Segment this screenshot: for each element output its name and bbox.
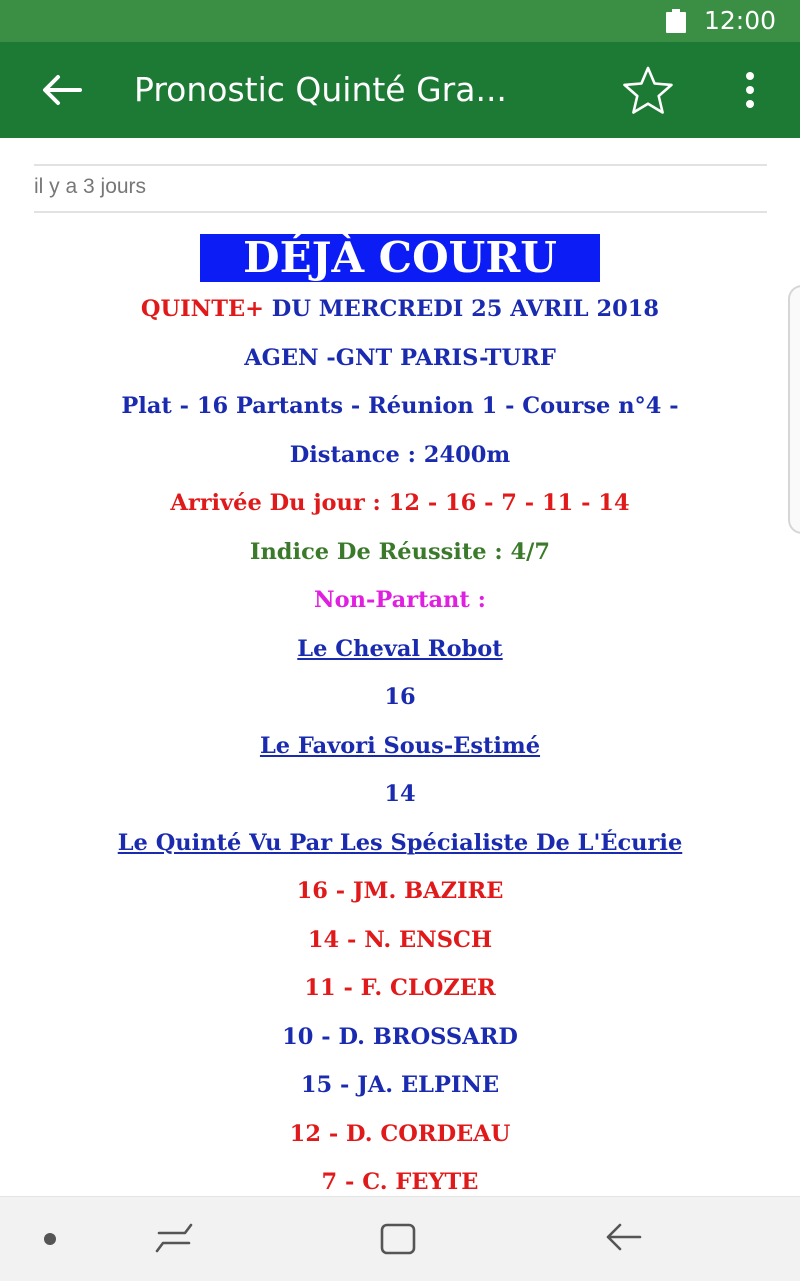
favori-link[interactable]: Le Favori Sous-Estimé [259,732,541,759]
specialist-pick: 7 - C. FEYTE [321,1169,479,1195]
app-bar [0,42,800,138]
status-time: 12:00 [704,6,777,35]
edge-panel-handle[interactable] [788,285,800,534]
race-arrival: Arrivée Du jour : 12 - 16 - 7 - 11 - 14 [170,490,630,516]
star-outline-icon[interactable] [619,64,677,118]
robot-pick: 16 [384,684,416,710]
nav-back-icon[interactable] [602,1219,644,1259]
specialist-picks [0,867,800,1207]
arrow-left-icon[interactable] [38,70,86,110]
specialist-pick: 11 - F. CLOZER [304,975,496,1001]
status-bar [0,0,800,42]
more-vert-icon[interactable] [736,70,764,112]
posted-time: il y a 3 jours [34,175,147,198]
dot-icon[interactable] [40,1229,60,1249]
navigation-bar [0,1196,800,1281]
race-distance: Distance : 2400m [289,441,511,468]
favori-pick: 14 [384,781,416,807]
specialist-pick: 10 - D. BROSSARD [282,1023,518,1050]
race-venue: AGEN -GNT PARIS-TURF [244,344,556,371]
specialist-pick: 15 - JA. ELPINE [300,1072,500,1098]
divider-top [34,164,767,166]
race-date: DU MERCREDI 25 AVRIL 2018 [263,296,660,322]
non-partant-label: Non-Partant : [314,587,486,613]
battery-icon [666,9,686,33]
success-index: Indice De Réussite : 4/7 [249,538,551,565]
recents-icon[interactable] [153,1219,195,1259]
specialist-pick: 14 - N. ENSCH [307,926,493,953]
page-title: Pronostic Quinté Gra... [134,70,507,109]
specialists-link[interactable]: Le Quinté Vu Par Les Spécialiste De L'Écurie [117,829,683,856]
deja-couru-banner: DÉJÀ COURU [200,234,600,282]
specialist-pick: 16 - JM. BAZIRE [296,878,504,904]
cheval-robot-link[interactable]: Le Cheval Robot [297,635,503,662]
race-details: Plat - 16 Partants - Réunion 1 - Course n°4 - [121,393,679,419]
race-date-line [0,285,800,334]
specialist-pick: 12 - D. CORDEAU [289,1120,511,1147]
home-icon[interactable] [378,1219,420,1259]
quinte-label: QUINTE+ [140,296,264,322]
article-body [0,285,800,1207]
divider-bottom [34,211,767,213]
